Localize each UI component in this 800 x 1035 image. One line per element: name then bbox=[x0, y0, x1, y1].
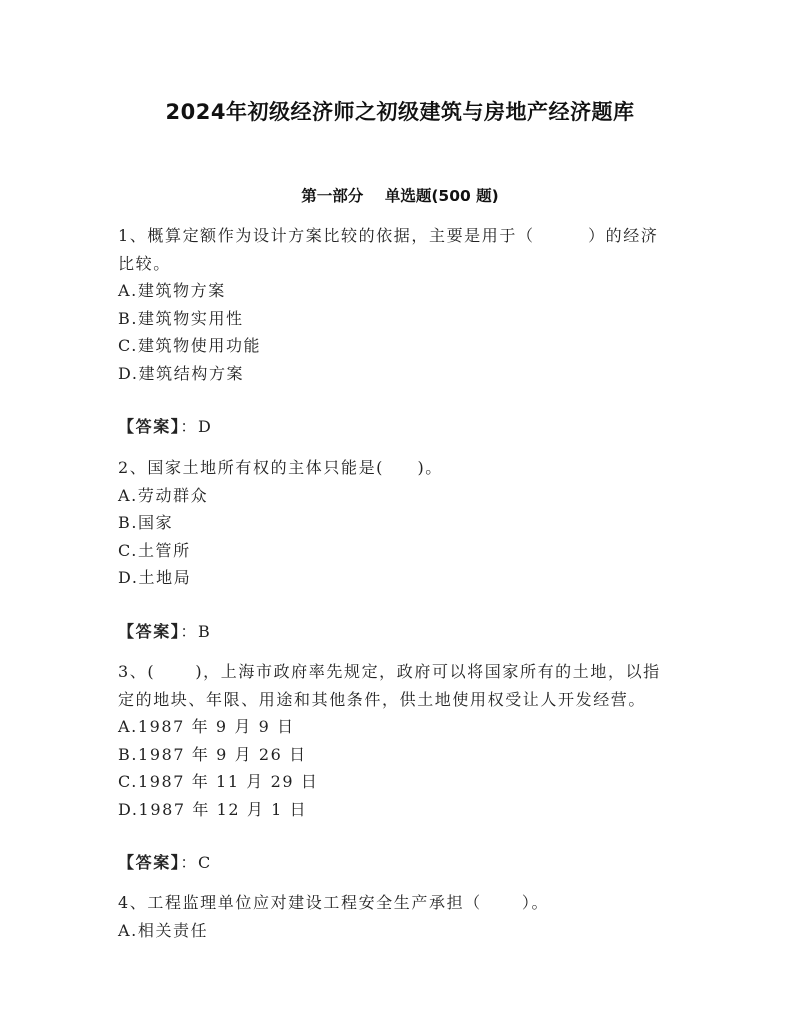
question-4 bbox=[118, 889, 684, 944]
answer-label: 【答案】 bbox=[118, 853, 181, 872]
option-c: C.建筑物使用功能 bbox=[118, 336, 262, 355]
option-a: A.建筑物方案 bbox=[118, 281, 226, 300]
question-stem-line: 3、( )，上海市政府率先规定，政府可以将国家所有的土地，以指 bbox=[118, 662, 661, 681]
answer-colon: ： bbox=[180, 417, 199, 436]
question-3 bbox=[118, 658, 684, 823]
question-2 bbox=[118, 454, 684, 592]
option-b: B.国家 bbox=[118, 513, 174, 532]
option-d: D.1987 年 12 月 1 日 bbox=[118, 799, 308, 819]
option-b: B.1987 年 9 月 26 日 bbox=[118, 744, 307, 764]
option-a: A.1987 年 9 月 9 日 bbox=[118, 717, 295, 736]
option-a: A.相关责任 bbox=[118, 920, 209, 940]
option-b: B.建筑物实用性 bbox=[118, 308, 244, 328]
answer-colon: ： bbox=[180, 622, 199, 641]
section-heading: 第一部分 单选题(500 题) bbox=[301, 187, 499, 205]
option-d: D.建筑结构方案 bbox=[118, 363, 245, 383]
answer-label: 【答案】 bbox=[118, 622, 181, 641]
answer-value: B bbox=[198, 622, 212, 641]
option-a: A.劳动群众 bbox=[118, 485, 209, 505]
answer-line-2 bbox=[118, 618, 684, 646]
answer-value: D bbox=[198, 417, 213, 436]
answer-line-1 bbox=[118, 413, 684, 441]
question-stem-line: 4、工程监理单位应对建设工程安全生产承担（ ）。 bbox=[118, 893, 550, 912]
question-1 bbox=[118, 222, 684, 387]
question-stem-line: 2、国家土地所有权的主体只能是( )。 bbox=[118, 458, 443, 477]
answer-line-3 bbox=[118, 849, 684, 877]
question-stem-line: 比较。 bbox=[118, 253, 171, 273]
option-c: C.土管所 bbox=[118, 540, 191, 560]
option-d: D.土地局 bbox=[118, 568, 192, 587]
answer-value: C bbox=[198, 853, 212, 872]
question-stem-line: 定的地块、年限、用途和其他条件，供土地使用权受让人开发经营。 bbox=[118, 689, 647, 709]
answer-colon: ： bbox=[180, 853, 199, 872]
document-title: 2024年初级经济师之初级建筑与房地产经济题库 bbox=[165, 100, 635, 124]
answer-label: 【答案】 bbox=[118, 417, 181, 436]
question-stem-line: 1、概算定额作为设计方案比较的依据，主要是用于（ ）的经济 bbox=[118, 226, 659, 245]
option-c: C.1987 年 11 月 29 日 bbox=[118, 772, 319, 791]
